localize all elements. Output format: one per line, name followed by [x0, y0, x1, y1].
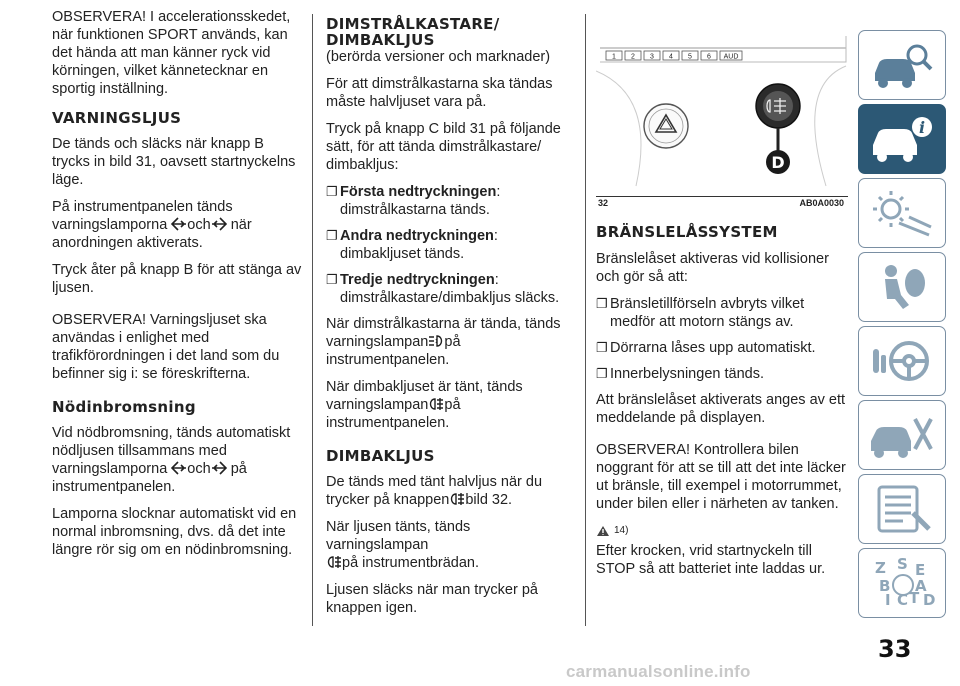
hazard-button: [644, 104, 688, 148]
list-item: ❐ Bränsletillförseln avbryts vilket medför att motorn stängs av.: [596, 296, 805, 330]
tab-airbag[interactable]: [858, 252, 946, 322]
checkbox-bullet-icon: ❐: [326, 228, 338, 243]
checkbox-bullet-icon: ❐: [596, 340, 608, 355]
svg-text:I: I: [885, 591, 891, 609]
watermark: carmanualsonline.info: [566, 662, 751, 681]
sport-note: OBSERVERA! I accelerationsskedet, när funktionen SPORT används, kan det hända att man känner ryck vid körningen, vilket kännetecknar en sportig inställning.: [52, 9, 291, 97]
checkbox-bullet-icon: ❐: [596, 296, 608, 311]
dim-paragraph-2: Tryck på knapp C bild 31 på följande sätt, för att tända dimstrålkastare/ dimbakljus:: [326, 121, 561, 173]
column-divider-1: [312, 14, 313, 626]
heading-dimbakljus: DIMBAKLJUS: [326, 447, 435, 465]
dashboard-illustration: [596, 26, 848, 196]
svg-text:T: T: [909, 589, 920, 607]
heading-nodinbromsning: Nödinbromsning: [52, 398, 196, 416]
svg-text:Z: Z: [875, 559, 886, 577]
svg-text:A: A: [915, 577, 927, 595]
varningsljus-paragraph-3: Tryck åter på knapp B för att stänga av ljusen.: [52, 262, 302, 296]
svg-text:E: E: [915, 561, 926, 579]
dim-paragraph-4: När dimbakljuset är tänt, tänds varningslampan på instrumentpanelen.: [326, 379, 523, 431]
varningsljus-paragraph-1: De tänds och släcks när knapp B trycks in bild 31, oavsett startnyckelns läge.: [52, 136, 296, 188]
tab-car-info[interactable]: [858, 104, 946, 174]
preset-button-label: 6: [707, 53, 711, 61]
heading-dimstralkastare: DIMSTRÅLKASTARE/ DIMBAKLJUS: [326, 15, 500, 49]
chapter-sidebar: [858, 30, 946, 622]
bransle-note: OBSERVERA! Kontrollera bilen noggrant för att se till att det inte läcker ut bränsle, till exempel i motorrummet, under bilen eller i närheten av tanken.: [596, 442, 846, 512]
steering-wheel-icon: [869, 335, 935, 387]
svg-text:D: D: [923, 591, 935, 609]
figure-fog-light-button: [596, 26, 848, 196]
heading-branslelassystem: BRÄNSLELÅSSYSTEM: [596, 223, 778, 241]
checkbox-bullet-icon: ❐: [326, 184, 338, 199]
warning-lights-icon: [869, 187, 935, 239]
list-item: ❐ Andra nedtryckningen: dimbakljuset tänds.: [326, 228, 498, 262]
preset-button-label: 3: [650, 53, 654, 61]
airbag-icon: [869, 261, 935, 313]
car-search-icon: [869, 39, 935, 91]
warning-triangle-icon: [596, 525, 610, 537]
dim-subheading: (berörda versioner och marknader): [326, 49, 551, 65]
rear-fog-light-icon: [767, 98, 786, 114]
list-item: ❐ Första nedtryckningen: dimstrålkastarna tänds.: [326, 184, 501, 218]
bransle-paragraph-2: Att bränslelåset aktiverats anges av ett meddelande på displayen.: [596, 392, 846, 426]
bransle-paragraph-1: Bränslelåset aktiveras vid kollisioner och gör så att:: [596, 251, 829, 285]
svg-text:D: D: [771, 153, 785, 172]
bransle-paragraph-3: Efter krocken, vrid startnyckeln till STOP så att batteriet inte laddas ur.: [596, 543, 826, 577]
rear-fog-light-icon: [326, 555, 342, 569]
svg-text:i: i: [918, 118, 926, 137]
varningsljus-note: OBSERVERA! Varningsljuset ska användas i enlighet med trafikförordningen i det land som du befinner sig i: se föreskrifterna.: [52, 312, 280, 382]
turn-left-arrow-icon: [171, 461, 187, 475]
figure-number: 32: [598, 198, 609, 208]
document-list-icon: [869, 483, 935, 535]
column-middle: [326, 10, 576, 626]
figure-caption: [596, 196, 848, 211]
front-fog-light-icon: [428, 334, 444, 348]
preset-button-label: 4: [669, 53, 673, 61]
radio-preset-buttons: [606, 51, 742, 61]
car-tools-icon: [869, 409, 935, 461]
dim-paragraph-1: För att dimstrålkastarna ska tändas måste halvljuset vara på.: [326, 76, 553, 110]
preset-button-label: AUD: [723, 53, 739, 61]
rear-fog-light-icon: [428, 397, 444, 411]
column-right: [596, 224, 848, 587]
tab-document-list[interactable]: [858, 474, 946, 544]
checkbox-bullet-icon: ❐: [596, 366, 608, 381]
turn-right-arrow-icon: [211, 461, 227, 475]
tab-steering-wheel[interactable]: [858, 326, 946, 396]
dimbakljus-paragraph-1: De tänds med tänt halvljus när du trycker på knappen bild 32.: [326, 474, 543, 508]
column-left: [52, 8, 304, 568]
preset-button-label: 1: [612, 53, 616, 61]
svg-text:B: B: [879, 577, 891, 595]
tab-alphabet-index[interactable]: [858, 548, 946, 618]
tab-car-tools[interactable]: [858, 400, 946, 470]
preset-button-label: 2: [631, 53, 635, 61]
dim-paragraph-3: När dimstrålkastarna är tända, tänds varningslampan på instrumentpanelen.: [326, 316, 561, 368]
list-item: ❐ Innerbelysningen tänds.: [596, 366, 764, 382]
turn-right-arrow-icon: [211, 217, 227, 231]
dimbakljus-paragraph-3: Ljusen släcks när man trycker på knappen igen.: [326, 582, 538, 616]
list-item: ❐ Tredje nedtryckningen: dimstrålkastare/dimbakljus släcks.: [326, 272, 560, 306]
preset-button-label: 5: [688, 53, 692, 61]
varningsljus-paragraph-2: På instrumentpanelen tänds varningslamporna och när anordningen aktiverats.: [52, 199, 252, 251]
svg-text:C: C: [897, 591, 909, 609]
rear-fog-light-icon: [449, 492, 465, 506]
svg-text:S: S: [897, 557, 908, 573]
tab-car-search[interactable]: [858, 30, 946, 100]
car-info-icon: [869, 113, 935, 165]
turn-left-arrow-icon: [171, 217, 187, 231]
nodinbromsning-paragraph-1: Vid nödbromsning, tänds automatiskt nödljusen tillsammans med varningslamporna och på instrumentpanelen.: [52, 425, 291, 495]
figure-code: AB0A0030: [799, 198, 844, 208]
page-number: 33: [878, 635, 912, 663]
tab-warning-lights[interactable]: [858, 178, 946, 248]
heading-varningsljus: VARNINGSLJUS: [52, 109, 182, 127]
nodinbromsning-paragraph-2: Lamporna slocknar automatiskt vid en normal inbromsning, dvs. då det inte längre rör sig om en nödinbromsning.: [52, 506, 297, 558]
column-divider-2: [585, 14, 586, 626]
alphabet-index-icon: [869, 557, 935, 609]
checkbox-bullet-icon: ❐: [326, 272, 338, 287]
warning-reference: 14): [596, 522, 848, 540]
dimbakljus-paragraph-2: När ljusen tänts, tänds varningslampan på instrumentbrädan.: [326, 519, 480, 571]
list-item: ❐ Dörrarna låses upp automatiskt.: [596, 340, 816, 356]
